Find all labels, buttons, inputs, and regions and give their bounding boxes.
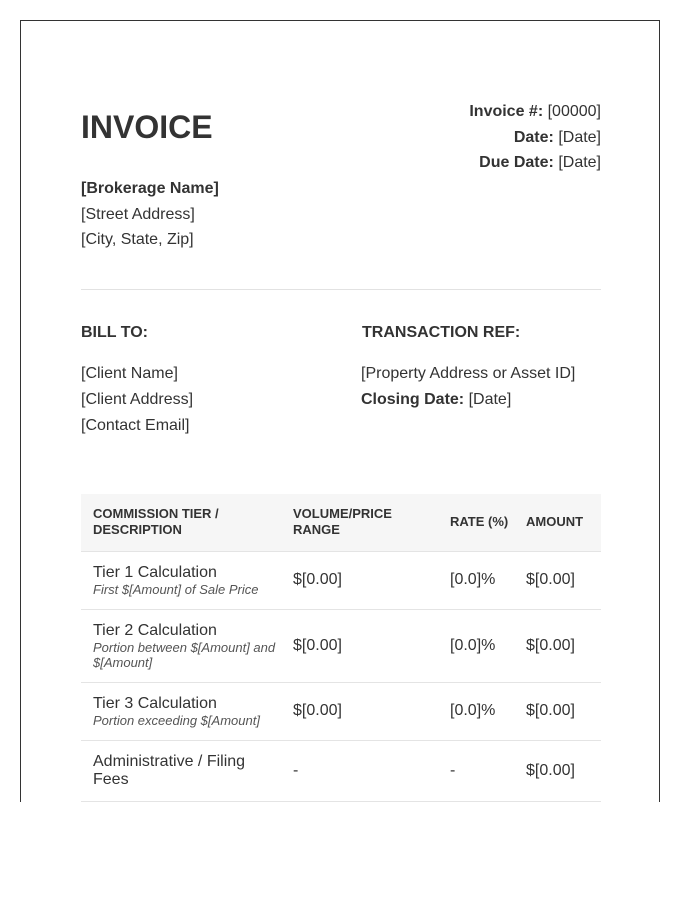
row-range: $[0.00] — [281, 551, 438, 609]
sender-city: [City, State, Zip] — [81, 231, 194, 248]
section-divider — [81, 289, 601, 290]
brokerage-name: [Brokerage Name] — [81, 180, 219, 197]
property-address: [Property Address or Asset ID] — [361, 365, 576, 382]
bill-to-block — [81, 361, 193, 438]
row-description — [81, 551, 281, 609]
invoice-meta — [469, 99, 601, 176]
header-range: VOLUME/PRICE RANGE — [281, 494, 438, 551]
invoice-date-label: Date: — [513, 128, 554, 146]
row-rate: - — [438, 740, 516, 801]
row-range: $[0.00] — [281, 609, 438, 682]
invoice-number-label: Invoice #: — [469, 103, 544, 120]
closing-date-line — [361, 387, 575, 413]
row-rate: [0.0]% — [438, 551, 516, 609]
row-description — [81, 682, 281, 740]
header-rate: RATE (%) — [438, 494, 516, 551]
client-email: [Contact Email] — [81, 416, 190, 434]
row-range: $[0.00] — [281, 682, 438, 740]
row-title: Tier 2 Calculation — [93, 621, 217, 639]
invoice-date-line — [469, 125, 601, 151]
invoice-number-line — [469, 99, 601, 125]
row-amount: $[0.00] — [516, 551, 601, 609]
table-row — [81, 609, 601, 682]
row-title: Tier 1 Calculation — [93, 563, 217, 581]
table-row — [81, 551, 601, 609]
sender-block — [81, 176, 219, 253]
bill-to-heading: BILL TO: — [81, 324, 148, 341]
commission-table — [81, 494, 601, 802]
row-description — [81, 740, 281, 801]
row-rate: [0.0]% — [438, 682, 516, 740]
row-title: Administrative / Filing Fees — [93, 752, 246, 788]
row-subtitle: Portion exceeding $[Amount] — [93, 712, 260, 728]
table-row — [81, 740, 601, 801]
row-subtitle: Portion between $[Amount] and $[Amount] — [93, 639, 276, 670]
header-amount: AMOUNT — [516, 494, 601, 551]
sender-street: [Street Address] — [81, 205, 195, 223]
row-title: Tier 3 Calculation — [93, 694, 217, 712]
table-header-row — [81, 494, 601, 551]
header-description: COMMISSION TIER / DESCRIPTION — [81, 494, 281, 551]
table-row — [81, 682, 601, 740]
row-subtitle: First $[Amount] of Sale Price — [93, 581, 259, 597]
row-amount: $[0.00] — [516, 740, 601, 801]
invoice-date-value: [Date] — [558, 128, 601, 146]
transaction-ref-heading: TRANSACTION REF: — [362, 324, 521, 341]
row-description — [81, 609, 281, 682]
closing-date-value: [Date] — [468, 390, 512, 408]
row-rate: [0.0]% — [438, 609, 516, 682]
client-name: [Client Name] — [81, 365, 178, 382]
client-address: [Client Address] — [81, 390, 194, 408]
transaction-ref-block — [361, 361, 575, 413]
due-date-line — [469, 150, 601, 176]
row-amount: $[0.00] — [516, 609, 601, 682]
row-amount: $[0.00] — [516, 682, 601, 740]
invoice-number-value: [00000] — [547, 103, 601, 120]
closing-date-label: Closing Date: — [361, 390, 465, 408]
invoice-title: INVOICE — [81, 109, 213, 145]
due-date-label: Due Date: — [479, 154, 554, 171]
due-date-value: [Date] — [558, 154, 601, 171]
row-range: - — [281, 740, 438, 801]
invoice-page — [20, 20, 660, 802]
